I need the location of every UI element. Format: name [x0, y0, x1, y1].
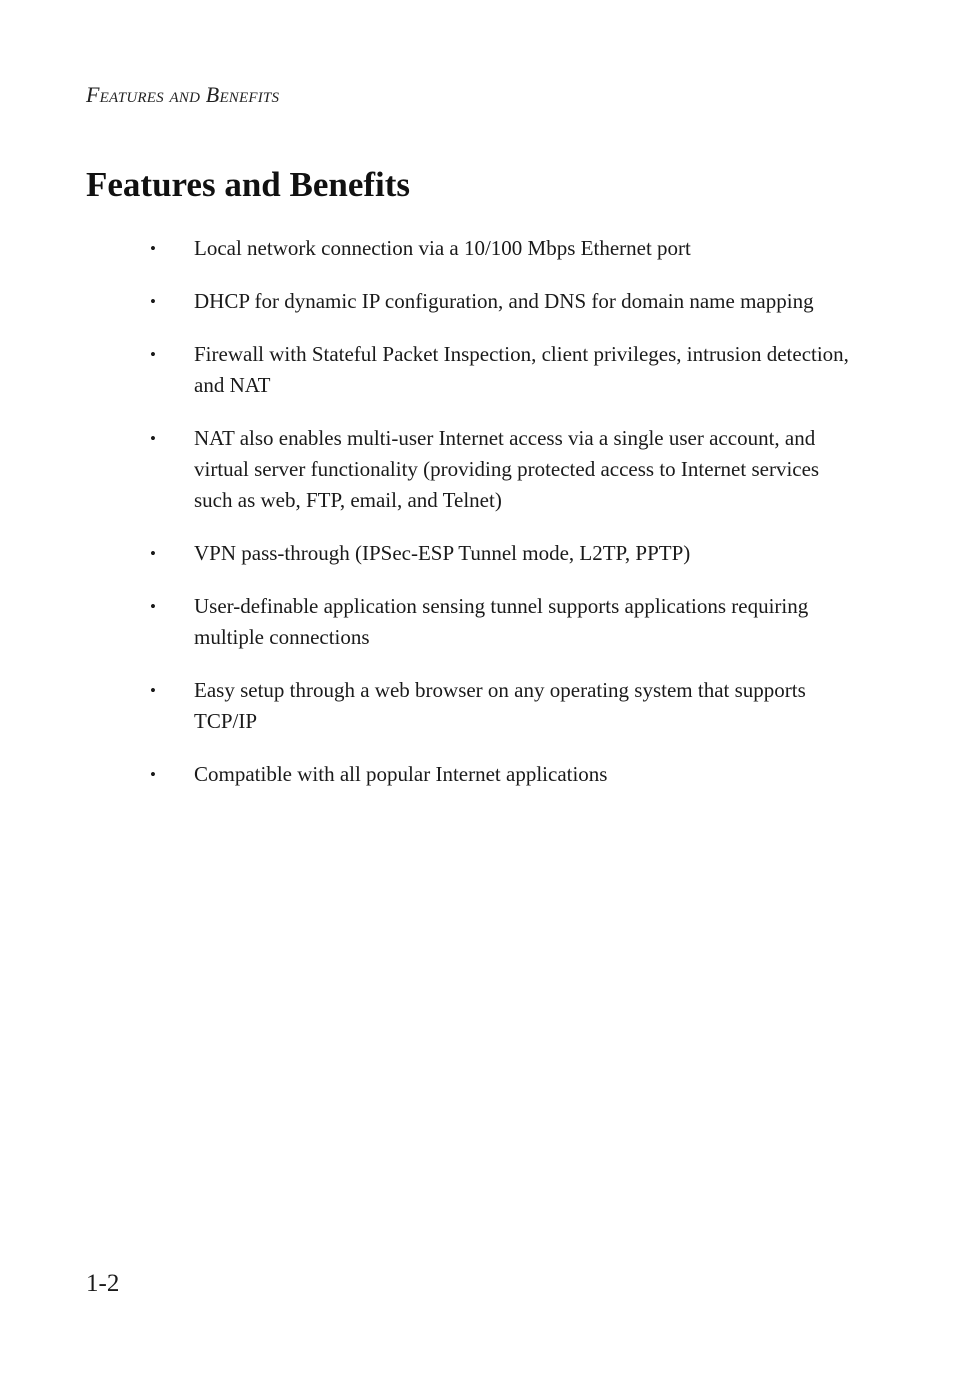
bullet-icon: •: [150, 544, 156, 563]
list-item: [150, 591, 850, 653]
section-title: Features and Benefits: [86, 165, 411, 204]
list-item: [150, 423, 850, 516]
bullet-icon: •: [150, 345, 156, 364]
bullet-icon: •: [150, 292, 156, 311]
bullet-icon: •: [150, 429, 156, 448]
feature-text: Easy setup through a web browser on any operating system that supports TCP/IP: [194, 678, 806, 733]
list-item: [150, 759, 850, 790]
page-number: 1-2: [86, 1270, 120, 1297]
feature-text: User-definable application sensing tunnel supports applications requiring multiple connections: [194, 594, 809, 649]
bullet-icon: •: [150, 239, 156, 258]
feature-text: Compatible with all popular Internet applications: [194, 762, 608, 786]
feature-text: Firewall with Stateful Packet Inspection, client privileges, intrusion detection, and NAT: [194, 342, 849, 397]
bullet-icon: •: [150, 765, 156, 784]
feature-list: [150, 233, 850, 812]
running-header: Features and Benefits: [86, 82, 280, 107]
list-item: [150, 675, 850, 737]
feature-text: DHCP for dynamic IP configuration, and DNS for domain name mapping: [194, 289, 814, 313]
feature-text: NAT also enables multi-user Internet access via a single user account, and virtual server functionality (providing protected access to Internet services such as web, FTP, email, and Telnet): [194, 426, 820, 512]
bullet-icon: •: [150, 681, 156, 700]
list-item: [150, 538, 850, 569]
list-item: [150, 339, 850, 401]
list-item: [150, 233, 850, 264]
feature-text: Local network connection via a 10/100 Mbps Ethernet port: [194, 236, 691, 260]
bullet-icon: •: [150, 597, 156, 616]
list-item: [150, 286, 850, 317]
feature-text: VPN pass-through (IPSec-ESP Tunnel mode, L2TP, PPTP): [194, 541, 691, 565]
